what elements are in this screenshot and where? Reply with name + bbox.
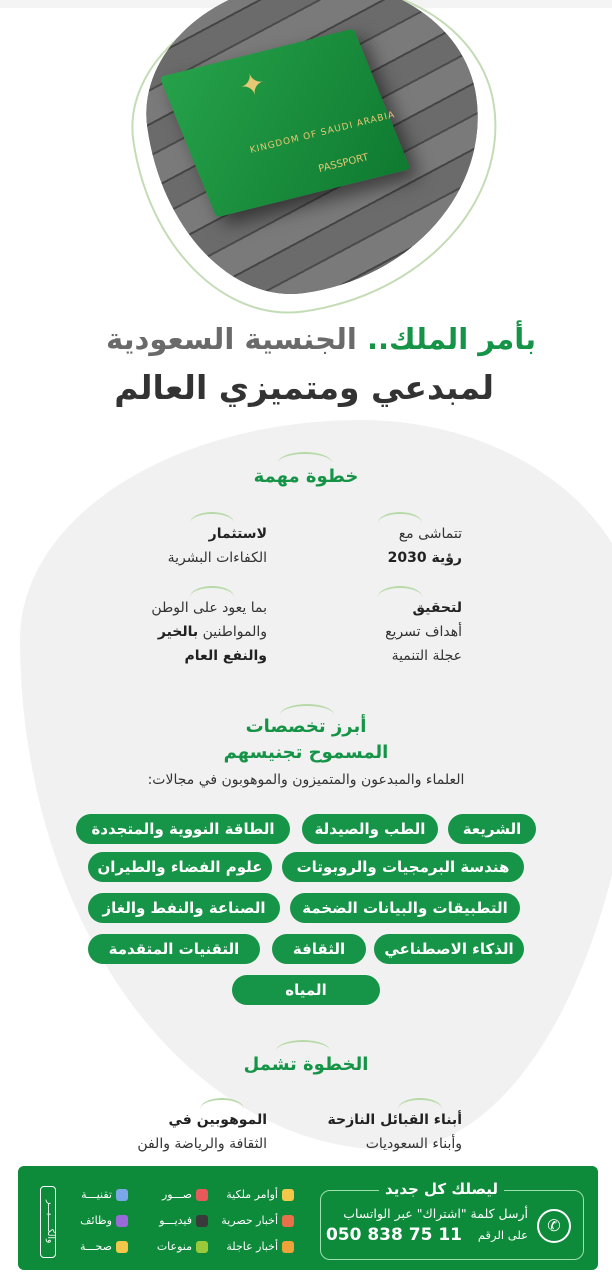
headline-king-order: بأمر الملك.. <box>366 322 536 356</box>
health-icon <box>116 1241 128 1253</box>
specialty-pill: الطب والصيدلة <box>302 814 438 844</box>
footer-number-label: على الرقم <box>477 1228 528 1242</box>
category-item[interactable]: وظائف <box>80 1214 128 1227</box>
passport-word: PASSPORT <box>317 151 370 176</box>
specialties-title-line1: أبرز تخصصات <box>245 716 367 737</box>
specialty-pill: علوم الفضاء والطيران <box>88 852 272 882</box>
footer-phone-number[interactable]: 050 838 75 11 <box>325 1225 462 1245</box>
footer-headline: ليصلك كل جديد <box>379 1180 504 1198</box>
image-icon <box>196 1189 208 1201</box>
exclusive-icon <box>282 1215 294 1227</box>
category-item[interactable]: أخبار عاجلة <box>226 1240 294 1253</box>
specialty-pill: الشريعة <box>448 814 536 844</box>
misc-icon <box>196 1241 208 1253</box>
footer-instruction: أرسل كلمة "اشتراك" عبر الواتساب <box>343 1206 528 1221</box>
category-item[interactable]: منوعات <box>157 1240 208 1253</box>
specialty-pill: التقنيات المتقدمة <box>88 934 260 964</box>
step-item-achieve: لتحقيق أهداف تسريع عجلة التنمية <box>385 600 462 664</box>
breaking-icon <box>282 1241 294 1253</box>
category-item[interactable]: تقنيـــة <box>81 1188 128 1201</box>
step-includes-title: الخطوة تشمل <box>243 1054 369 1075</box>
category-item[interactable]: أخبار حصرية <box>221 1214 294 1227</box>
specialties-intro: العلماء والمبدعون والمتميزون والموهوبون في مجالات: <box>147 772 465 788</box>
specialty-pill: الثقافة <box>272 934 366 964</box>
step-item-vision: تتماشى مع رؤية 2030 <box>387 526 462 566</box>
category-item[interactable]: أوامر ملكية <box>226 1188 294 1201</box>
crown-icon <box>282 1189 294 1201</box>
important-step-title: خطوة مهمة <box>253 466 359 487</box>
category-item[interactable]: فيديـــو <box>159 1214 208 1227</box>
headline-line1 <box>106 322 536 356</box>
emblem-icon: ✦ <box>236 65 270 106</box>
specialty-pill: المياه <box>232 975 380 1005</box>
specialty-pill: الصناعة والنفط والغاز <box>88 893 280 923</box>
includes-item-tribes: أبناء القبائل النازحة وأبناء السعوديات <box>327 1112 462 1152</box>
specialty-pill: الذكاء الاصطناعي <box>374 934 524 964</box>
whatsapp-icon: ✆ <box>537 1209 571 1243</box>
specialties-title-line2: المسموح تجنيسهم <box>223 742 389 763</box>
headline-line2: لمبدعي ومتميزي العالم <box>114 368 494 407</box>
briefcase-icon <box>116 1215 128 1227</box>
specialty-pill: هندسة البرمجيات والروبوتات <box>282 852 524 882</box>
tech-icon <box>116 1189 128 1201</box>
brand-logo: والكـــــيـــر <box>40 1186 56 1258</box>
specialty-pill: التطبيقات والبيانات الضخمة <box>290 893 520 923</box>
category-item[interactable]: صحـــة <box>80 1240 128 1253</box>
step-item-benefit: بما يعود على الوطن والمواطنين بالخير والنفع العام <box>151 600 267 664</box>
headline-nationality: الجنسية السعودية <box>106 322 357 356</box>
includes-item-talented: الموهوبين في الثقافة والرياضة والفن <box>137 1112 267 1152</box>
video-icon <box>196 1215 208 1227</box>
passport-country-text: KINGDOM OF SAUDI ARABIA <box>249 110 397 156</box>
step-item-invest: لاستثمار الكفاءات البشرية <box>167 526 267 566</box>
category-item[interactable]: صـــور <box>162 1188 208 1201</box>
specialty-pill: الطاقة النووية والمتجددة <box>76 814 290 844</box>
